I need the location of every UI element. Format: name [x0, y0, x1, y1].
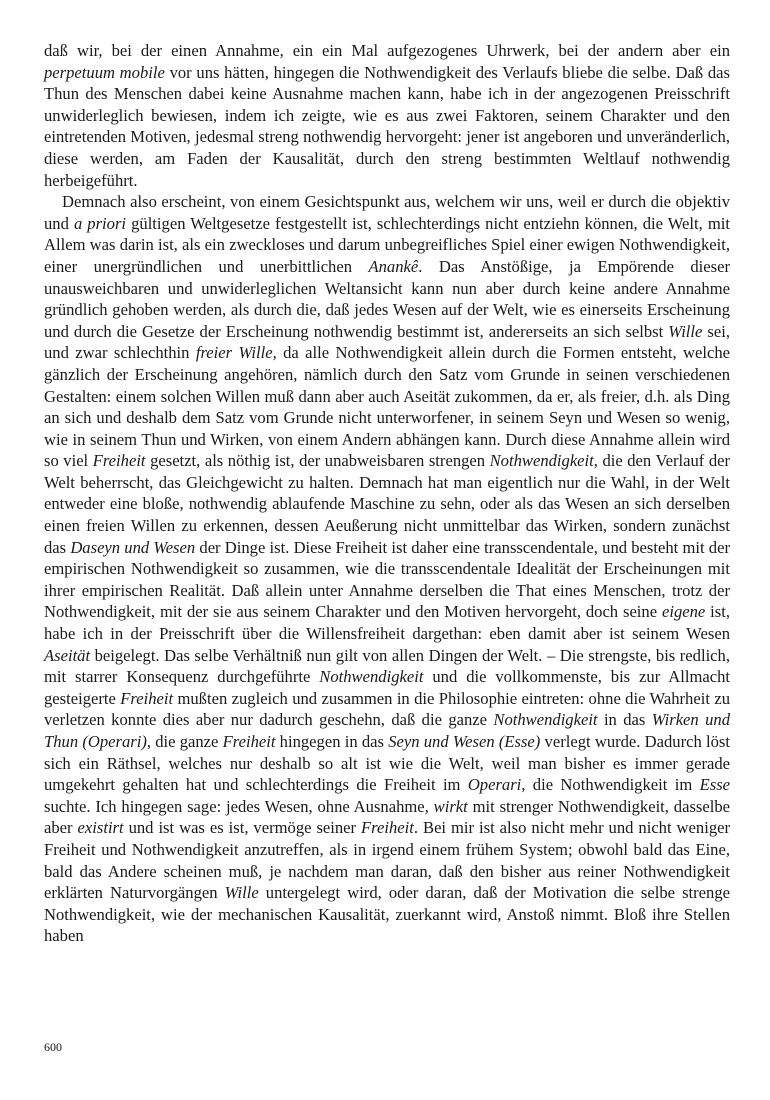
text-run: , die ganze	[146, 732, 223, 751]
italic-run: Operari	[467, 775, 522, 795]
italic-run: Freiheit	[222, 732, 276, 751]
text-run: beigelegt. Das selbe Verhältniß nun gilt von allen Dingen der Welt. – Die strengste, bis redlich, mit starrer Konsequenz durchgeführte	[44, 645, 730, 687]
text-run: der Dinge ist. Diese Freiheit ist daher eine transscendentale, und besteht mit der empirischen Nothwendigkeit so zusammen, wie die transscendentale Idealität der Erscheinungen mit ihrer empirischen Realität. Daß allein unter Annahme derselben die That eines Menschen, trotz der Nothwendigkeit, mit der sie aus seinem Charakter und den Motiven hervorgeht, doch seine	[44, 537, 730, 622]
italic-run: Wille	[668, 321, 703, 341]
italic-run: Seyn und Wesen (Esse)	[388, 732, 541, 751]
italic-run: wirkt	[433, 796, 468, 816]
text-run: Demnach also erscheint, von einem Gesichtspunkt aus, welchem wir uns, weil er durch die objektiv und	[44, 192, 730, 233]
text-run: mit strenger Nothwendigkeit, dasselbe aber	[44, 796, 730, 838]
text-run: . Das Anstößige, ja Empörende dieser unausweichbaren und unwiderleglichen Weltansicht kann nun aber durch keine andere Annahme gründlich gehoben werden, als durch die, daß jedes Wesen auf der Welt, wie es einerseits Erscheinung und durch die Gesetze der Erscheinung nothwendig bestimmt ist, andererseits an sich selbst	[44, 256, 731, 341]
italic-run: perpetuum mobile	[44, 62, 165, 82]
text-run: . Bei mir ist also nicht mehr und nicht weniger Freiheit und Nothwendigkeit anzutreffen, als in irgend einem frühem System; obwohl bald das Eine, bald das Andere scheinen muß, je nachdem man daran, daß den bisher aus reiner Nothwendigkeit erklärten Naturvorgängen	[44, 818, 731, 903]
italic-run: Nothwendigkeit	[489, 451, 594, 471]
italic-run: Wille	[224, 883, 259, 903]
page-number: 600	[44, 1040, 62, 1054]
text-run: , die Nothwendigkeit im	[521, 775, 700, 795]
italic-run: Freiheit	[361, 818, 414, 838]
text-run: ist, habe ich in der Preisschrift über die Willensfreiheit dargethan: eben damit aber ist seinem Wesen	[44, 602, 730, 644]
text-run: und die vollkommenste, bis zur Allmacht gesteigerte	[44, 667, 730, 708]
italic-run: freier Wille,	[195, 343, 277, 363]
text-run: untergelegt wird, oder daran, daß der Motivation die selbe strenge Nothwendigkeit, wie der mechanischen Kausalität, zuerkannt wird, Anstoß nimmt. Bloß ihre Stellen haben	[44, 883, 730, 946]
italic-run: Aseität	[44, 645, 91, 665]
text-run: sei, und zwar schlechthin	[44, 321, 730, 363]
text-run: hingegen in das	[275, 732, 389, 751]
text-run: suchte. Ich hingegen sage: jedes Wesen, ohne Ausnahme,	[44, 796, 434, 816]
body-text	[44, 40, 730, 947]
italic-run: Nothwendigkeit	[493, 710, 598, 730]
italic-run: Freiheit	[120, 688, 174, 708]
text-run: daß wir, bei der einen Annahme, ein ein Mal aufgezogenes Uhrwerk, bei der andern aber ein	[44, 41, 730, 60]
text-run: verlegt wurde. Dadurch löst sich ein Räthsel, welches nur deshalb so alt ist wie die Welt, weil man bisher es immer gerade umgekehrt gehalten hat und schlechterdings die Freiheit im	[44, 732, 730, 795]
text-run: vor uns hätten, hingegen die Nothwendigkeit des Verlaufs bliebe die selbe. Daß das Thun des Menschen dabei keine Ausnahme machen kann, habe ich in der angezogenen Preisschrift unwiderleglich bewiesen, indem ich zeigte, wie es aus zwei Faktoren, seinem Charakter und den eintretenden Motiven, jedesmal streng nothwendig hervorgeht: jener ist angeboren und unveränderlich, diese werden, am Faden der Kausalität, durch den streng bestimmten Weltlauf nothwendig herbeigeführt.	[44, 62, 731, 190]
text-run: gesetzt, als nöthig ist, der unabweisbaren strengen	[145, 451, 490, 471]
text-run: da alle Nothwendigkeit allein durch die Formen entsteht, welche gänzlich der Erscheinung angehören, nämlich durch den Satz vom Grunde in seinen verschiedenen Gestalten: einem solchen Willen muß dann aber auch Aseität zukommen, da er, als freier, d.h. als Ding an sich und deshalb dem Satz vom Grunde nicht unterworfener, in seinem Seyn und Wesen so wenig, wie in seinem Thun und Wirken, von einem Andern abhängen kann. Durch diese Annahme allein wird so viel	[44, 343, 730, 471]
italic-run: Freiheit	[92, 451, 146, 471]
text-run: in das	[597, 710, 652, 730]
italic-run: Esse	[699, 775, 731, 795]
italic-run: eigene	[661, 602, 706, 622]
italic-run: a priori	[73, 213, 127, 233]
text-run: gültigen Weltgesetze festgestellt ist, schlechterdings nicht entziehn können, die Welt, mit Allem was darin ist, als ein zweckloses und darum unbegreifliches Spiel einer ewigen Nothwendigkeit, einer unergründlichen und unerbittlichen	[44, 213, 730, 276]
text-run: mußten zugleich und zusammen in die Philosophie eintreten: ohne die Wahrheit zu verletzen konnte dies aber nur dadurch geschehn, daß die ganze	[44, 688, 730, 730]
paragraph-1	[44, 40, 730, 191]
italic-run: Daseyn und Wesen	[70, 537, 196, 557]
paragraph-2	[44, 191, 730, 947]
italic-run: existirt	[77, 818, 124, 838]
italic-run: Wirken und Thun (Operari)	[44, 710, 730, 751]
text-run: , die den Verlauf der Welt beherrscht, das Gleichgewicht zu halten. Demnach hat man eigentlich nur die Wahl, in der Welt entweder eine bloße, nothwendig ablaufende Maschine zu sehn, oder als das Wesen an sich derselben einen freien Willen zu erkennen, dessen Aeußerung nicht unmittelbar das Wirken, sondern zunächst das	[44, 451, 731, 557]
text-run: und ist was es ist, vermöge seiner	[123, 818, 362, 838]
italic-run: Nothwendigkeit	[319, 667, 424, 687]
italic-run: Anankê	[368, 256, 419, 276]
